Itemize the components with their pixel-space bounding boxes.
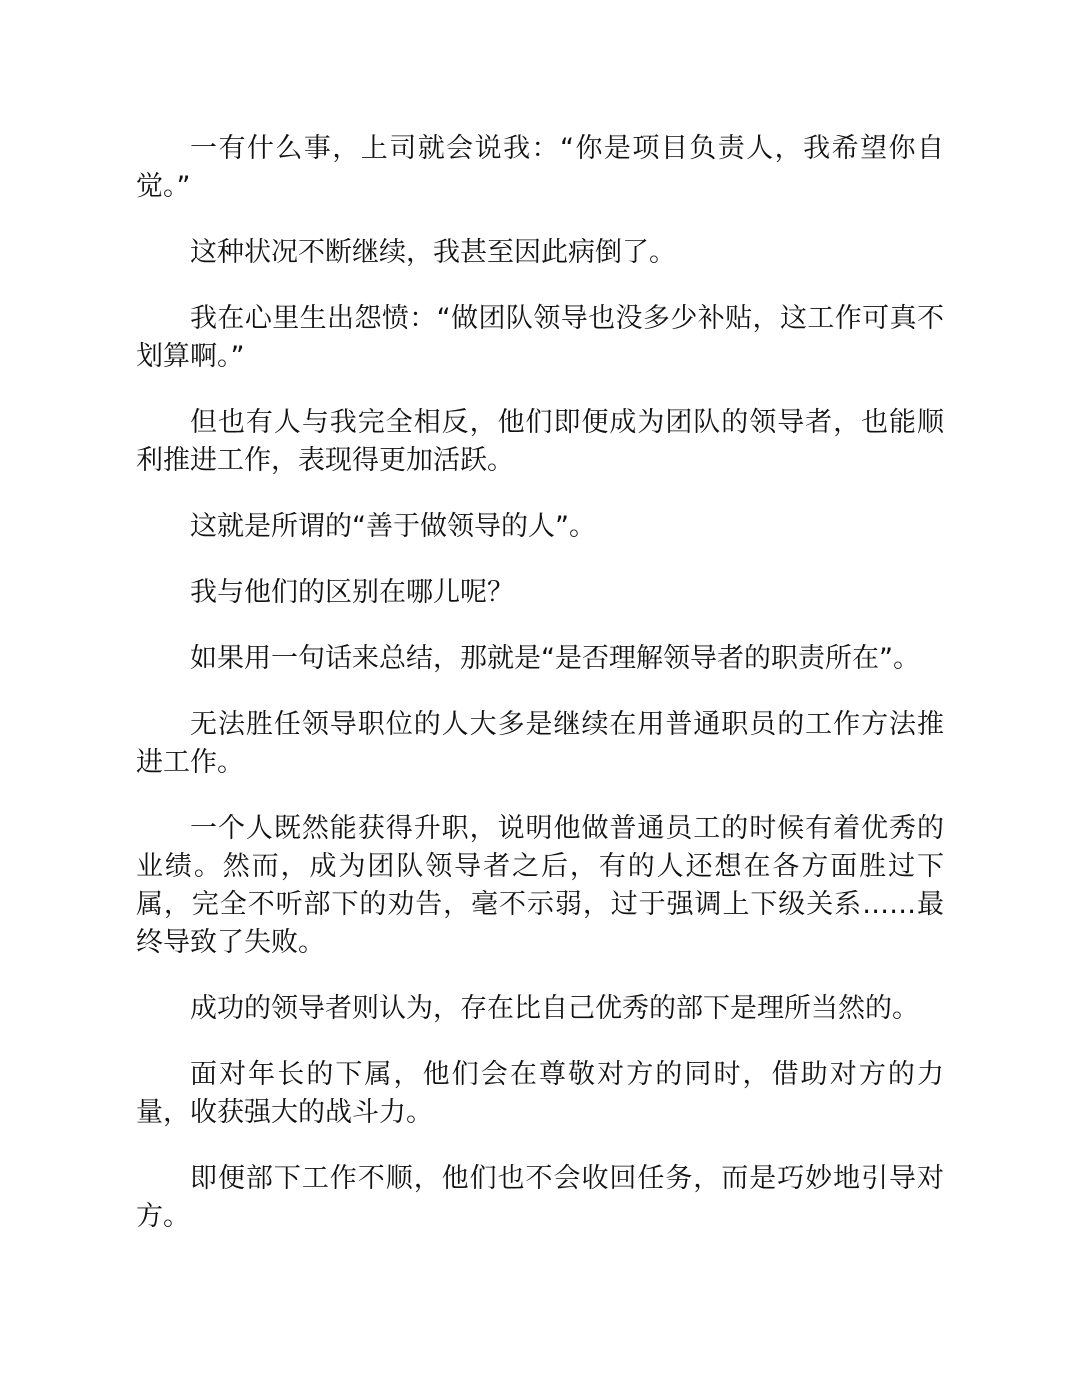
paragraph: 这就是所谓的“善于做领导的人”。 (190, 511, 596, 542)
paragraph: 成功的领导者则认为，存在比自己优秀的部下是理所当然的。 (190, 993, 919, 1024)
paragraph: 面对年长的下属，他们会在尊敬对方的同时，借助对方的力量，收获强大的战斗力。 (136, 1059, 944, 1128)
paragraph: 即便部下工作不顺，他们也不会收回任务，而是巧妙地引导对方。 (136, 1163, 944, 1232)
paragraph: 我在心里生出怨愤：“做团队领导也没多少补贴，这工作可真不划算啊。” (136, 303, 944, 372)
paragraph: 一有什么事，上司就会说我：“你是项目负责人，我希望你自觉。” (136, 133, 944, 202)
paragraph: 一个人既然能获得升职，说明他做普通员工的时候有着优秀的业绩。然而，成为团队领导者之后，有的人还想在各方面胜过下属，完全不听部下的劝告，毫不示弱，过于强调上下级关系……最终导致了失败。 (136, 813, 944, 958)
paragraph: 这种状况不断继续，我甚至因此病倒了。 (190, 237, 676, 268)
paragraph: 无法胜任领导职位的人大多是继续在用普通职员的工作方法推进工作。 (136, 709, 944, 778)
paragraph: 我与他们的区别在哪儿呢？ (190, 577, 514, 608)
paragraph: 但也有人与我完全相反，他们即便成为团队的领导者，也能顺利推进工作，表现得更加活跃。 (136, 407, 944, 476)
paragraph: 如果用一句话来总结，那就是“是否理解领导者的职责所在”。 (190, 643, 920, 674)
document-body (136, 130, 944, 1264)
